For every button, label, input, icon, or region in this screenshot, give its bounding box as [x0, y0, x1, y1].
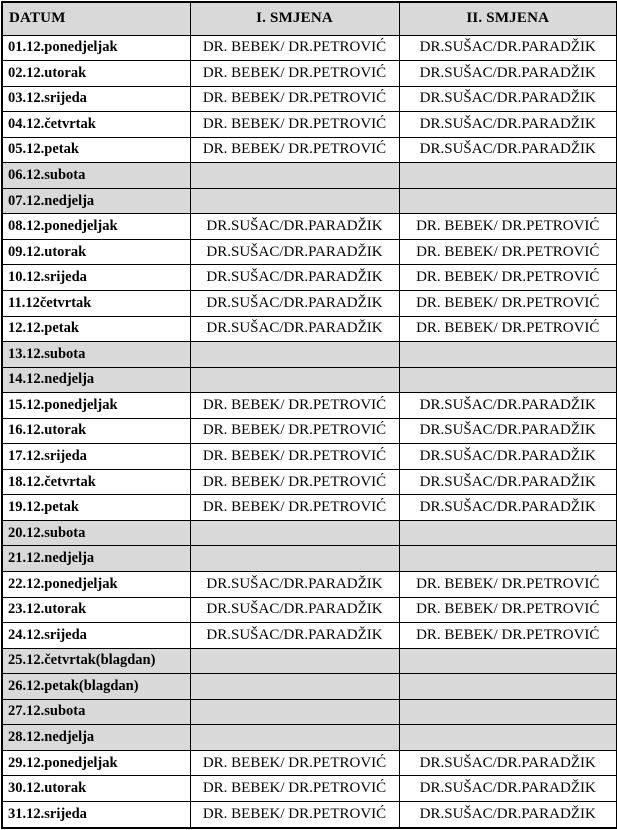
date-cell: 31.12.srijeda: [2, 801, 190, 828]
header-row: [2, 2, 617, 35]
shift2-cell: DR. BEBEK/ DR.PETROVIĆ: [399, 316, 617, 342]
date-cell: 08.12.ponedjeljak: [2, 214, 190, 240]
date-cell: 05.12.petak: [2, 137, 190, 163]
date-cell: 21.12.nedjelja: [2, 546, 190, 572]
table-row: [2, 495, 617, 521]
table-row: [2, 469, 617, 495]
table-row: [2, 546, 617, 572]
date-cell: 07.12.nedjelja: [2, 188, 190, 214]
shift2-cell: DR. BEBEK/ DR.PETROVIĆ: [399, 214, 617, 240]
shift1-cell: DR. BEBEK/ DR.PETROVIĆ: [190, 750, 399, 776]
shift2-cell: DR.SUŠAC/DR.PARADŽIK: [399, 801, 617, 828]
shift2-cell: [399, 648, 617, 674]
shift1-cell: DR. BEBEK/ DR.PETROVIĆ: [190, 393, 399, 419]
date-cell: 09.12.utorak: [2, 239, 190, 265]
table-row: [2, 265, 617, 291]
shift2-cell: DR.SUŠAC/DR.PARADŽIK: [399, 750, 617, 776]
shift2-cell: [399, 342, 617, 368]
shift2-cell: [399, 546, 617, 572]
date-cell: 04.12.četvrtak: [2, 112, 190, 138]
shift2-cell: DR.SUŠAC/DR.PARADŽIK: [399, 495, 617, 521]
shift2-cell: [399, 367, 617, 393]
shift1-cell: DR. BEBEK/ DR.PETROVIĆ: [190, 86, 399, 112]
shift1-cell: DR.SUŠAC/DR.PARADŽIK: [190, 265, 399, 291]
date-cell: 27.12.subota: [2, 699, 190, 725]
date-cell: 11.12četvrtak: [2, 290, 190, 316]
shift1-cell: [190, 188, 399, 214]
shift2-cell: DR.SUŠAC/DR.PARADŽIK: [399, 86, 617, 112]
shift1-cell: DR. BEBEK/ DR.PETROVIĆ: [190, 61, 399, 87]
table-row: [2, 725, 617, 751]
shift1-cell: [190, 163, 399, 189]
shift2-cell: DR.SUŠAC/DR.PARADŽIK: [399, 137, 617, 163]
table-row: [2, 112, 617, 138]
date-cell: 02.12.utorak: [2, 61, 190, 87]
date-cell: 20.12.subota: [2, 520, 190, 546]
date-cell: 30.12.utorak: [2, 776, 190, 802]
table-row: [2, 571, 617, 597]
shift2-cell: DR. BEBEK/ DR.PETROVIĆ: [399, 623, 617, 649]
date-cell: 13.12.subota: [2, 342, 190, 368]
shift1-cell: [190, 520, 399, 546]
date-cell: 28.12.nedjelja: [2, 725, 190, 751]
shift1-cell: [190, 725, 399, 751]
date-cell: 14.12.nedjelja: [2, 367, 190, 393]
shift2-cell: DR.SUŠAC/DR.PARADŽIK: [399, 112, 617, 138]
table-body: [2, 35, 617, 828]
table-row: [2, 776, 617, 802]
shift2-cell: DR. BEBEK/ DR.PETROVIĆ: [399, 265, 617, 291]
table-row: [2, 418, 617, 444]
date-cell: 22.12.ponedjeljak: [2, 571, 190, 597]
shift2-cell: [399, 674, 617, 700]
date-cell: 10.12.srijeda: [2, 265, 190, 291]
shift2-cell: DR.SUŠAC/DR.PARADŽIK: [399, 61, 617, 87]
shift2-cell: [399, 188, 617, 214]
shift1-cell: DR. BEBEK/ DR.PETROVIĆ: [190, 776, 399, 802]
date-cell: 03.12.srijeda: [2, 86, 190, 112]
shift1-cell: DR.SUŠAC/DR.PARADŽIK: [190, 239, 399, 265]
date-cell: 29.12.ponedjeljak: [2, 750, 190, 776]
shift1-cell: [190, 648, 399, 674]
header-smjena2: II. SMJENA: [399, 2, 617, 35]
shift1-cell: DR.SUŠAC/DR.PARADŽIK: [190, 571, 399, 597]
table-row: [2, 367, 617, 393]
table-row: [2, 137, 617, 163]
shift2-cell: DR. BEBEK/ DR.PETROVIĆ: [399, 571, 617, 597]
table-row: [2, 444, 617, 470]
shift1-cell: DR. BEBEK/ DR.PETROVIĆ: [190, 444, 399, 470]
table-row: [2, 163, 617, 189]
shift2-cell: DR.SUŠAC/DR.PARADŽIK: [399, 35, 617, 61]
shift1-cell: DR. BEBEK/ DR.PETROVIĆ: [190, 112, 399, 138]
table-row: [2, 239, 617, 265]
table-row: [2, 86, 617, 112]
date-cell: 18.12.četvrtak: [2, 469, 190, 495]
date-cell: 26.12.petak(blagdan): [2, 674, 190, 700]
shift2-cell: [399, 520, 617, 546]
shift1-cell: DR.SUŠAC/DR.PARADŽIK: [190, 316, 399, 342]
header-datum: DATUM: [2, 2, 190, 35]
table-row: [2, 290, 617, 316]
shift1-cell: [190, 367, 399, 393]
shift1-cell: DR.SUŠAC/DR.PARADŽIK: [190, 214, 399, 240]
date-cell: 17.12.srijeda: [2, 444, 190, 470]
date-cell: 19.12.petak: [2, 495, 190, 521]
table-row: [2, 597, 617, 623]
table-row: [2, 214, 617, 240]
table-row: [2, 316, 617, 342]
date-cell: 16.12.utorak: [2, 418, 190, 444]
table-row: [2, 750, 617, 776]
date-cell: 25.12.četvrtak(blagdan): [2, 648, 190, 674]
table-row: [2, 623, 617, 649]
shift2-cell: DR. BEBEK/ DR.PETROVIĆ: [399, 597, 617, 623]
shift2-cell: DR.SUŠAC/DR.PARADŽIK: [399, 418, 617, 444]
shift1-cell: [190, 546, 399, 572]
table-row: [2, 520, 617, 546]
shift1-cell: DR. BEBEK/ DR.PETROVIĆ: [190, 469, 399, 495]
shift1-cell: DR. BEBEK/ DR.PETROVIĆ: [190, 418, 399, 444]
table-row: [2, 699, 617, 725]
shift1-cell: DR.SUŠAC/DR.PARADŽIK: [190, 290, 399, 316]
shift1-cell: DR.SUŠAC/DR.PARADŽIK: [190, 597, 399, 623]
date-cell: 01.12.ponedjeljak: [2, 35, 190, 61]
shift2-cell: DR.SUŠAC/DR.PARADŽIK: [399, 444, 617, 470]
table-row: [2, 35, 617, 61]
shift1-cell: DR. BEBEK/ DR.PETROVIĆ: [190, 137, 399, 163]
shift1-cell: [190, 674, 399, 700]
table-row: [2, 61, 617, 87]
date-cell: 15.12.ponedjeljak: [2, 393, 190, 419]
date-cell: 12.12.petak: [2, 316, 190, 342]
shift2-cell: DR.SUŠAC/DR.PARADŽIK: [399, 776, 617, 802]
shift-schedule-table: [1, 1, 617, 829]
shift2-cell: [399, 699, 617, 725]
table-row: [2, 801, 617, 828]
shift2-cell: [399, 725, 617, 751]
table-row: [2, 188, 617, 214]
shift2-cell: [399, 163, 617, 189]
shift1-cell: DR. BEBEK/ DR.PETROVIĆ: [190, 495, 399, 521]
table-row: [2, 393, 617, 419]
date-cell: 24.12.srijeda: [2, 623, 190, 649]
shift1-cell: DR. BEBEK/ DR.PETROVIĆ: [190, 35, 399, 61]
shift2-cell: DR. BEBEK/ DR.PETROVIĆ: [399, 290, 617, 316]
shift1-cell: DR.SUŠAC/DR.PARADŽIK: [190, 623, 399, 649]
shift2-cell: DR.SUŠAC/DR.PARADŽIK: [399, 469, 617, 495]
table-row: [2, 342, 617, 368]
date-cell: 06.12.subota: [2, 163, 190, 189]
table-row: [2, 674, 617, 700]
shift2-cell: DR. BEBEK/ DR.PETROVIĆ: [399, 239, 617, 265]
shift1-cell: [190, 699, 399, 725]
date-cell: 23.12.utorak: [2, 597, 190, 623]
shift1-cell: [190, 342, 399, 368]
shift2-cell: DR.SUŠAC/DR.PARADŽIK: [399, 393, 617, 419]
header-smjena1: I. SMJENA: [190, 2, 399, 35]
table-row: [2, 648, 617, 674]
shift1-cell: DR. BEBEK/ DR.PETROVIĆ: [190, 801, 399, 828]
table-header: [2, 2, 617, 35]
